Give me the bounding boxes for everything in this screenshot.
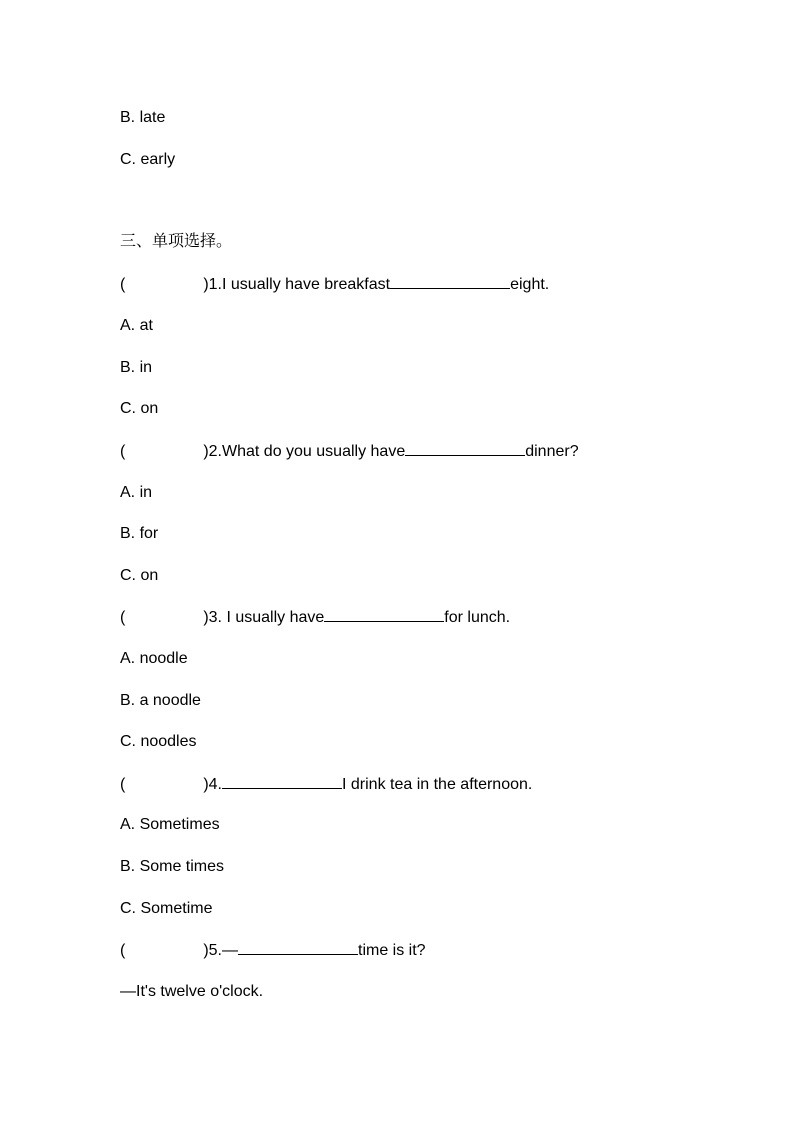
question-text-after: for lunch. bbox=[444, 609, 511, 626]
question-number: 2. bbox=[208, 443, 222, 460]
option-b: B. a noodle bbox=[120, 692, 201, 709]
option-a: A. Sometimes bbox=[120, 816, 220, 833]
option-c: C. noodles bbox=[120, 733, 197, 750]
question-text-after: dinner? bbox=[525, 443, 579, 460]
section-title: 三、单项选择。 bbox=[120, 233, 233, 250]
paren-close: ) bbox=[203, 443, 209, 460]
question-text-before: What do you usually have bbox=[222, 443, 406, 460]
question-3 bbox=[120, 607, 510, 628]
paren-open: ( bbox=[120, 443, 126, 460]
answer-line: —It's twelve o'clock. bbox=[120, 983, 264, 1000]
fill-blank bbox=[390, 274, 510, 289]
option-c: C. on bbox=[120, 400, 159, 417]
question-text-after: I drink tea in the afternoon. bbox=[342, 776, 533, 793]
option-c: C. on bbox=[120, 567, 159, 584]
option-a: A. noodle bbox=[120, 650, 188, 667]
paren-close: ) bbox=[203, 609, 209, 626]
paren-close: ) bbox=[203, 942, 209, 959]
paren-open: ( bbox=[120, 276, 126, 293]
question-text-after: eight. bbox=[510, 276, 550, 293]
paren-close: ) bbox=[203, 276, 209, 293]
paren-open: ( bbox=[120, 776, 126, 793]
fill-blank bbox=[222, 774, 342, 789]
question-number: 4. bbox=[208, 776, 222, 793]
question-text-before: I usually have breakfast bbox=[222, 276, 391, 293]
option-b: B. Some times bbox=[120, 858, 225, 875]
fill-blank bbox=[324, 607, 444, 622]
question-number: 3. bbox=[208, 609, 227, 626]
option-c: C. Sometime bbox=[120, 900, 213, 917]
option-b-late: B. late bbox=[120, 109, 166, 126]
option-a: A. in bbox=[120, 484, 153, 501]
paren-open: ( bbox=[120, 942, 126, 959]
option-c-early: C. early bbox=[120, 151, 176, 168]
question-text-before: I usually have bbox=[226, 609, 325, 626]
question-1 bbox=[120, 274, 549, 295]
option-a: A. at bbox=[120, 317, 153, 334]
option-b: B. for bbox=[120, 525, 159, 542]
question-5 bbox=[120, 940, 426, 961]
option-b: B. in bbox=[120, 359, 153, 376]
question-number: 1. bbox=[208, 276, 222, 293]
question-text-after: time is it? bbox=[358, 942, 426, 959]
question-4 bbox=[120, 774, 532, 795]
question-number: 5. bbox=[208, 942, 222, 959]
paren-close: ) bbox=[203, 776, 209, 793]
question-2 bbox=[120, 441, 579, 462]
fill-blank bbox=[405, 441, 525, 456]
question-text-before: — bbox=[222, 942, 238, 959]
paren-open: ( bbox=[120, 609, 126, 626]
fill-blank bbox=[238, 940, 358, 955]
